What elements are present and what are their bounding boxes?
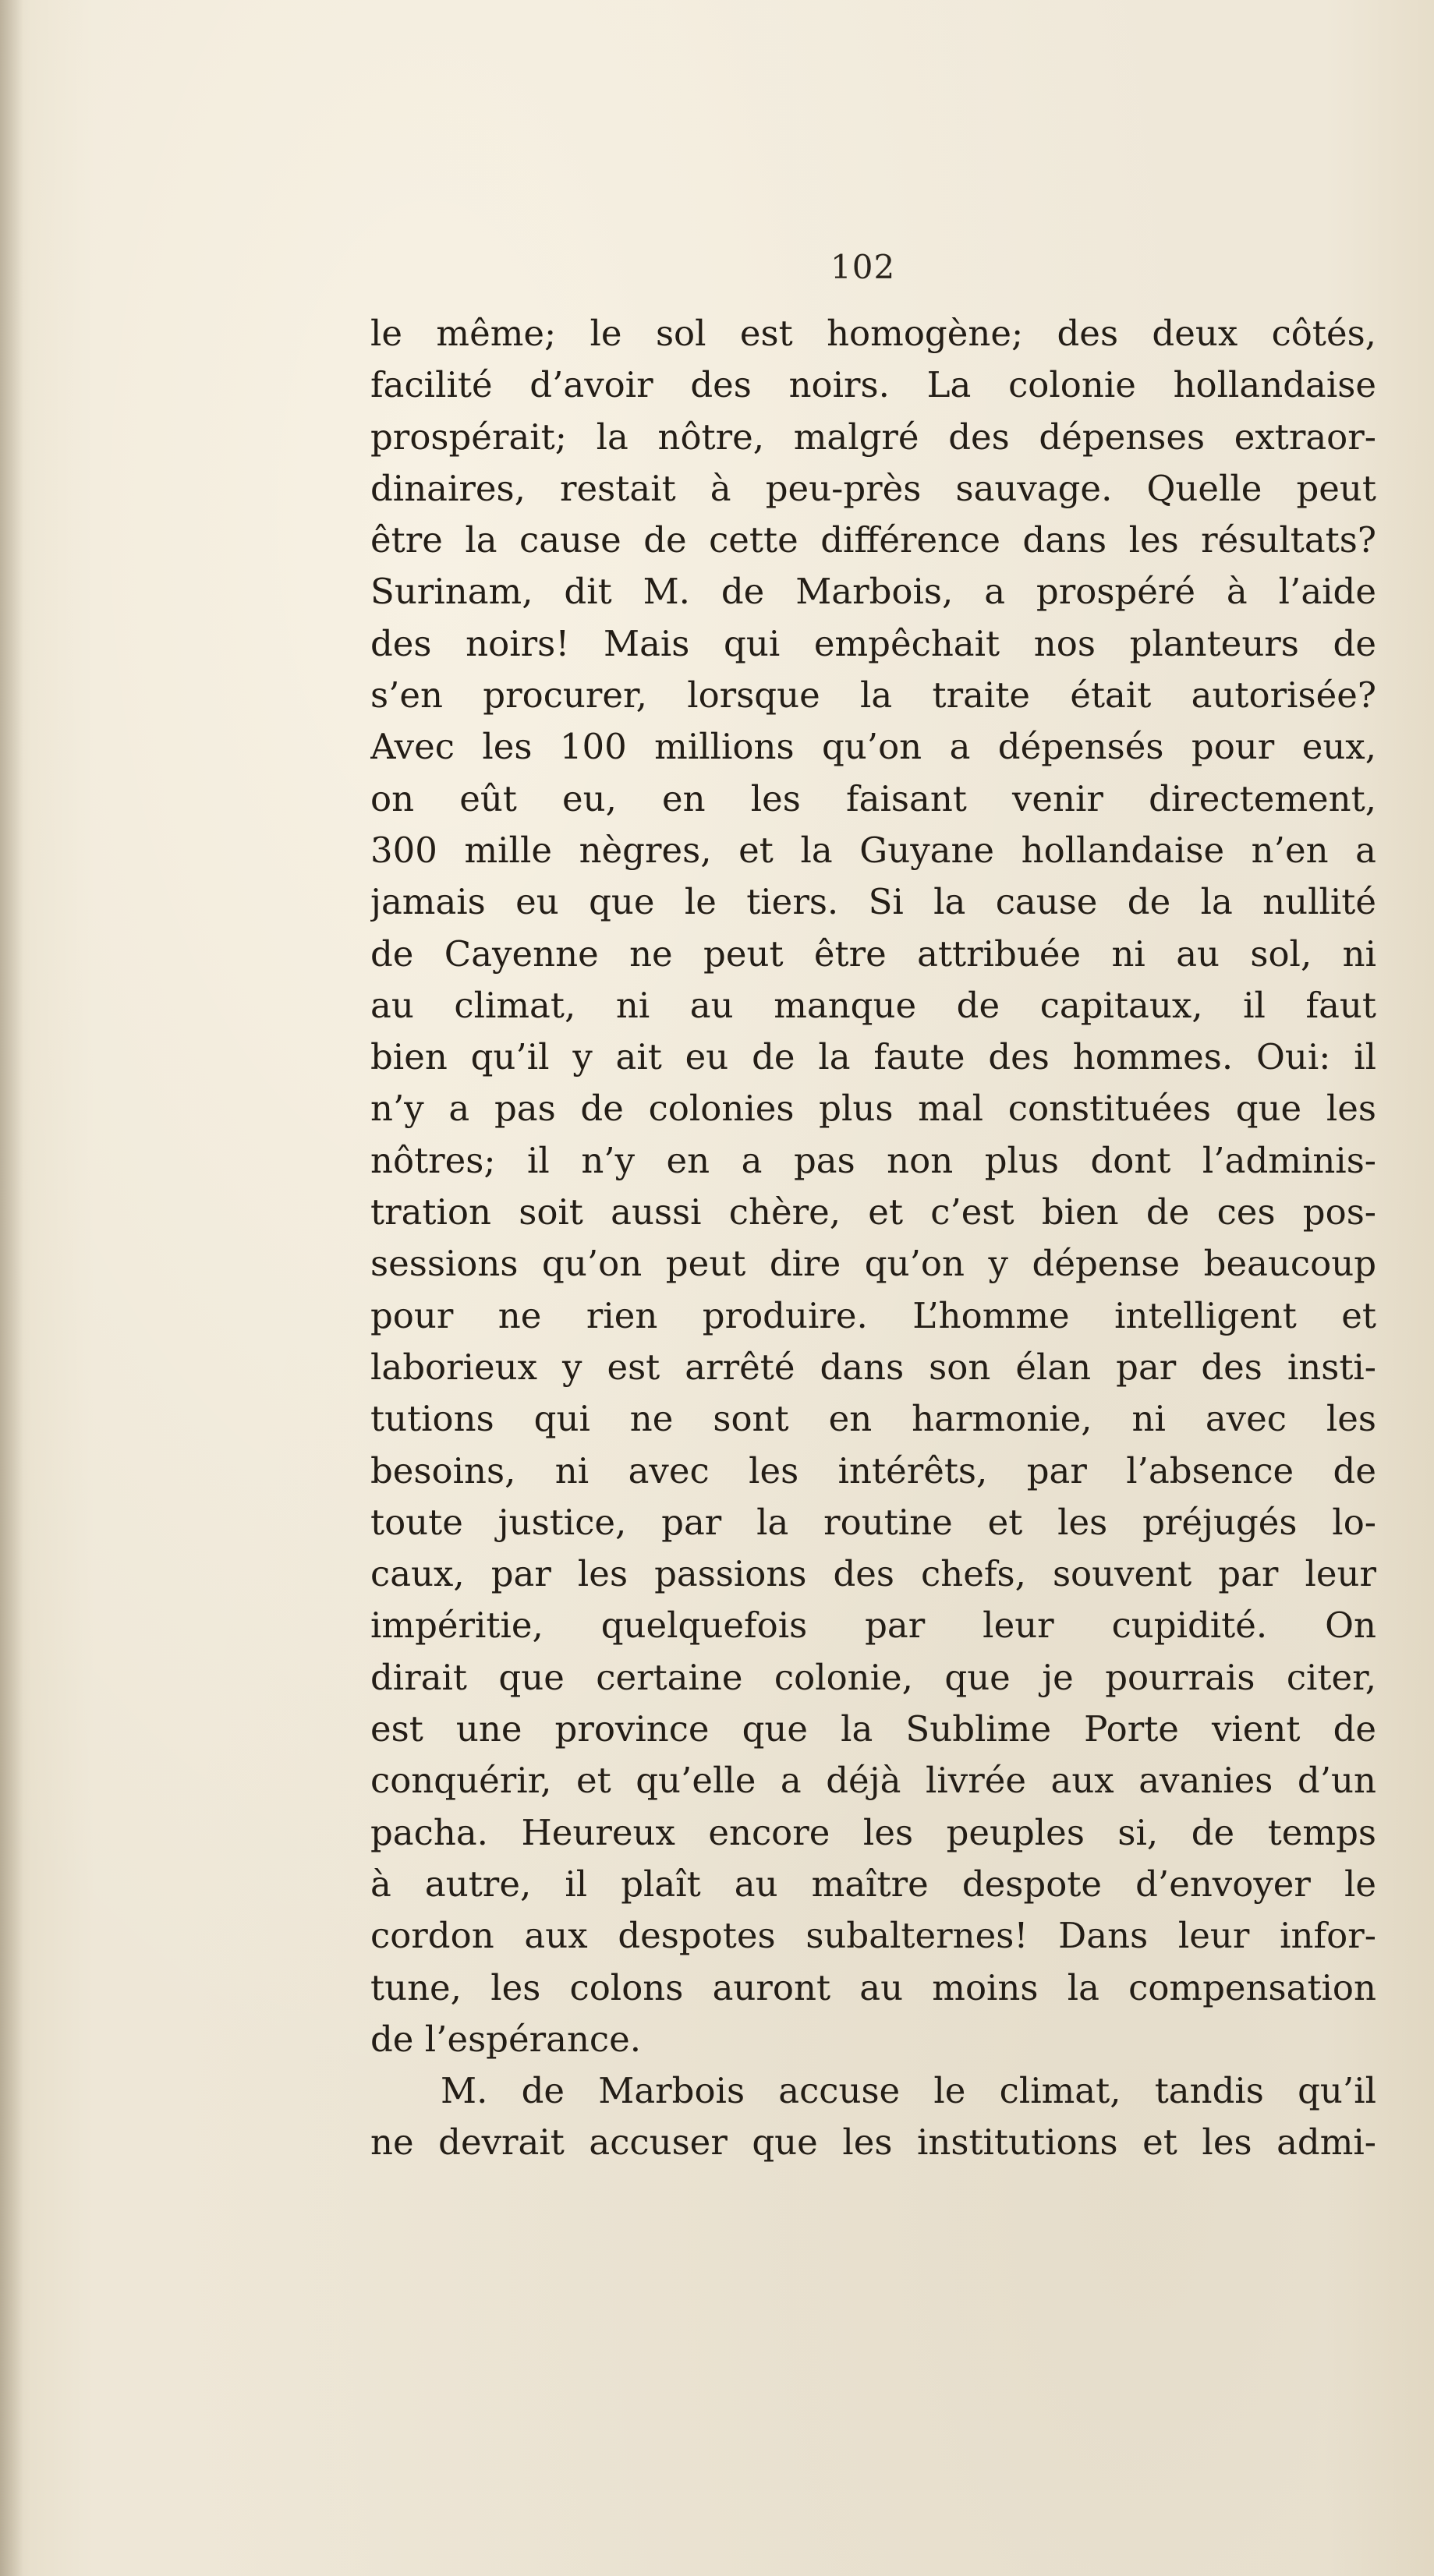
text-line: tration soit aussi chère, et c’est bien de ces pos- — [370, 1191, 1376, 1233]
text-line: tutions qui ne sont en harmonie, ni avec les — [370, 1398, 1376, 1440]
text-line: être la cause de cette différence dans les résultats? — [370, 519, 1376, 561]
text-line: sessions qu’on peut dire qu’on y dépense beaucoup — [370, 1243, 1376, 1285]
text-line: dirait que certaine colonie, que je pourrais citer, — [370, 1656, 1376, 1698]
text-line: des noirs! Mais qui empêchait nos planteurs de — [370, 622, 1376, 664]
paragraph-1 — [370, 308, 1376, 2065]
text-line: de l’espérance. — [370, 2018, 642, 2060]
text-line: Avec les 100 millions qu’on a dépensés pour eux, — [370, 726, 1376, 768]
binding-shadow — [0, 0, 23, 2576]
text-line: besoins, ni avec les intérêts, par l’absence de — [370, 1449, 1376, 1491]
body-text — [370, 308, 1376, 2169]
text-line: laborieux y est arrêté dans son élan par des insti- — [370, 1346, 1376, 1388]
page-number: 102 — [830, 248, 896, 286]
text-line: est une province que la Sublime Porte vient de — [370, 1708, 1376, 1750]
text-line: facilité d’avoir des noirs. La colonie hollandaise — [370, 364, 1376, 406]
text-line: tune, les colons auront au moins la compensation — [370, 1966, 1376, 2008]
text-line: prospérait; la nôtre, malgré des dépenses extraor- — [370, 416, 1376, 458]
text-line: bien qu’il y ait eu de la faute des hommes. Oui: il — [370, 1036, 1376, 1078]
text-line: 300 mille nègres, et la Guyane hollandaise n’en a — [370, 829, 1376, 871]
text-line: toute justice, par la routine et les préjugés lo- — [370, 1501, 1376, 1543]
text-line: dinaires, restait à peu-près sauvage. Quelle peut — [370, 467, 1376, 509]
paragraph-2 — [370, 2065, 1376, 2169]
text-line: le même; le sol est homogène; des deux côtés, — [370, 313, 1376, 354]
text-line: ne devrait accuser que les institutions et les admi- — [370, 2121, 1376, 2164]
text-line: de Cayenne ne peut être attribuée ni au sol, ni — [370, 932, 1376, 975]
text-line: cordon aux despotes subalternes! Dans leur infor- — [370, 1915, 1376, 1957]
text-line: à autre, il plaît au maître despote d’envoyer le — [370, 1863, 1376, 1905]
text-line: n’y a pas de colonies plus mal constituées que les — [370, 1088, 1376, 1130]
text-line: impéritie, quelquefois par leur cupidité. On — [370, 1605, 1376, 1647]
text-line: jamais eu que le tiers. Si la cause de la nullité — [370, 881, 1376, 923]
text-line: nôtres; il n’y en a pas non plus dont l’adminis- — [370, 1139, 1376, 1181]
text-line: on eût eu, en les faisant venir directement, — [370, 777, 1376, 819]
text-line: pour ne rien produire. L’homme intelligent et — [370, 1294, 1376, 1336]
text-line: Surinam, dit M. de Marbois, a prospéré à l’aide — [370, 571, 1376, 613]
text-line: conquérir, et qu’elle a déjà livrée aux avanies d’un — [370, 1760, 1376, 1802]
text-line: au climat, ni au manque de capitaux, il faut — [370, 984, 1376, 1026]
text-line: pacha. Heureux encore les peuples si, de temps — [370, 1811, 1376, 1853]
text-line: M. de Marbois accuse le climat, tandis qu’il — [441, 2070, 1376, 2112]
text-line: caux, par les passions des chefs, souvent par leur — [370, 1553, 1376, 1595]
text-line: s’en procurer, lorsque la traite était autorisée? — [370, 674, 1376, 717]
